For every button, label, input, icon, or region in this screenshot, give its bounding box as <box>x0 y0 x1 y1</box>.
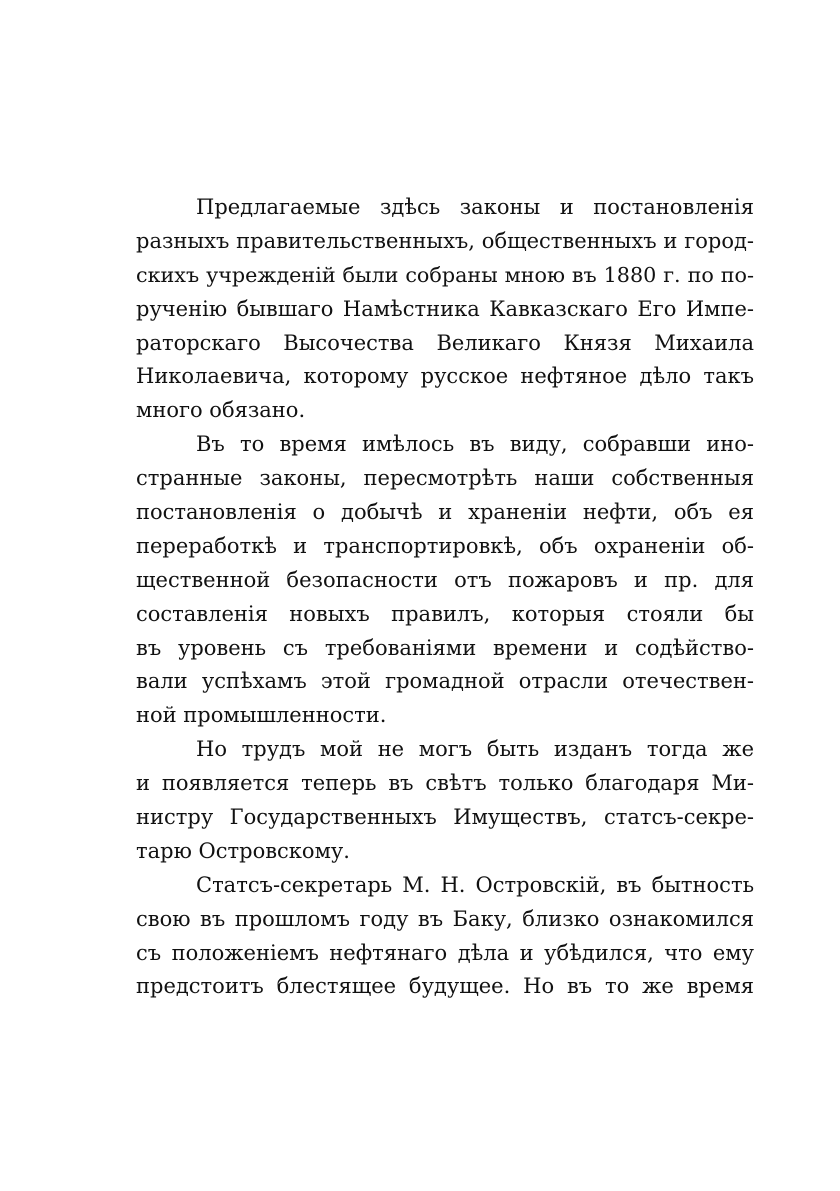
text-line: постановленія о добычѣ и храненіи нефти, объ ея <box>136 500 754 525</box>
text-line: скихъ учрежденій были собраны мною въ 1880 г. по по- <box>136 262 754 287</box>
text-line: Въ то время имѣлось въ виду, собравши ино- <box>196 432 754 457</box>
text-line: рученію бывшаго Намѣстника Кавказскаго Его Импе- <box>136 296 754 321</box>
text-line: разныхъ правительственныхъ, общественныхъ и город- <box>136 228 754 253</box>
text-line: нистру Государственныхъ Имуществъ, статсъ-секре- <box>136 805 754 830</box>
text-line: свою въ прошломъ году въ Баку, близко ознакомился <box>136 906 754 931</box>
text-line: въ уровень съ требованіями времени и содѣйство- <box>136 635 754 660</box>
text-line: съ положеніемъ нефтянаго дѣла и убѣдился, что ему <box>136 940 754 965</box>
text-line: и появляется теперь въ свѣтъ только благодаря Ми- <box>136 771 754 796</box>
text-line: странные законы, пересмотрѣть наши собственныя <box>136 466 754 491</box>
text-line: предстоитъ блестящее будущее. Но въ то же время <box>136 974 754 999</box>
text-line: вали успѣхамъ этой громадной отрасли отечествен- <box>136 669 754 694</box>
text-line: щественной безопасности отъ пожаровъ и пр. для <box>136 567 754 592</box>
text-line: Статсъ-секретарь М. Н. Островскій, въ бытность <box>196 872 754 897</box>
text-line: Предлагаемые здѣсь законы и постановленія <box>196 195 754 219</box>
text-line: Но трудъ мой не могъ быть изданъ тогда же <box>196 737 754 762</box>
text-line: ной промышленности. <box>136 703 387 728</box>
text-line: Николаевича, которому русское нефтяное дѣло такъ <box>136 364 754 389</box>
text-line: раторскаго Высочества Великаго Князя Михаила <box>136 330 754 355</box>
text-line: тарю Островскому. <box>136 838 350 863</box>
body-text <box>136 191 754 1004</box>
text-line: составленія новыхъ правилъ, которыя стояли бы <box>136 601 754 626</box>
text-line: переработкѣ и транспортировкѣ, объ охраненіи об- <box>136 533 754 558</box>
text-line: много обязано. <box>136 398 306 423</box>
